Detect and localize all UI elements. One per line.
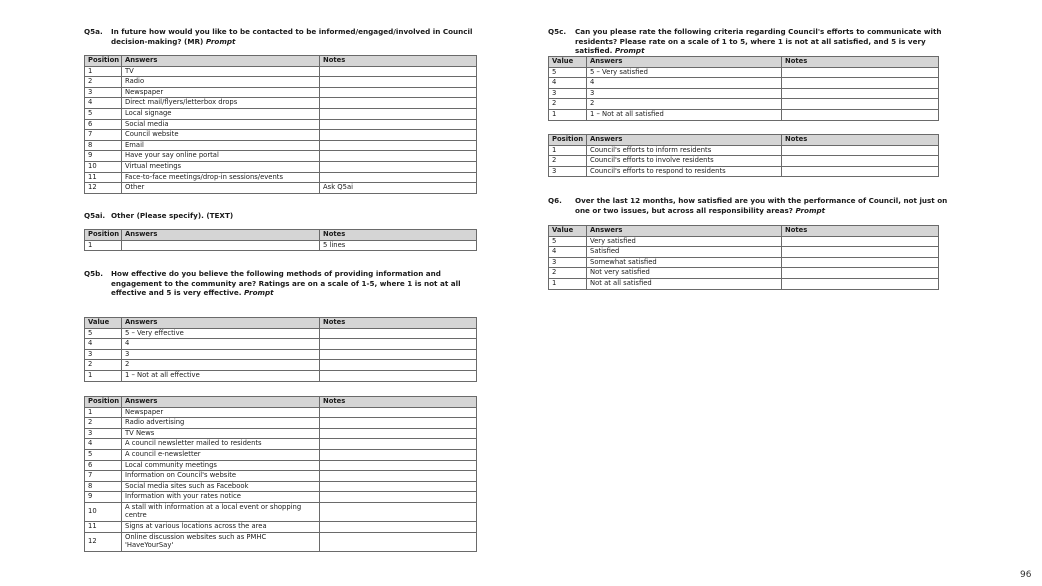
row-notes-cell	[320, 161, 477, 172]
row-answer-cell: 3	[122, 349, 320, 360]
row-notes-cell	[782, 268, 939, 279]
row-position-cell: 12	[85, 532, 122, 551]
row-notes-cell	[782, 156, 939, 167]
column-header: Position	[85, 397, 122, 408]
table-row	[85, 471, 477, 482]
row-notes-cell: 5 lines	[320, 240, 477, 251]
q6-table	[548, 225, 939, 290]
row-answer-cell: Local signage	[122, 108, 320, 119]
row-notes-cell	[320, 532, 477, 551]
row-notes-cell	[320, 460, 477, 471]
row-answer-cell: Council's efforts to respond to residents	[587, 166, 782, 177]
q5b-text: How effective do you believe the following methods of providing information and engagement to the community are? Ratings are on a scale of 1-5, where 1 is not at all effective and 5 is very effective.	[111, 269, 461, 297]
row-notes-cell	[320, 66, 477, 77]
table-row	[85, 130, 477, 141]
row-notes-cell	[320, 370, 477, 381]
q5b-question	[84, 269, 484, 298]
row-answer-cell: Other	[122, 183, 320, 194]
table-row	[85, 370, 477, 381]
row-position-cell: 9	[85, 492, 122, 503]
row-notes-cell	[782, 247, 939, 258]
row-position-cell: 4	[549, 247, 587, 258]
column-header: Position	[549, 135, 587, 146]
column-header: Answers	[587, 57, 782, 68]
row-notes-cell	[320, 428, 477, 439]
row-notes-cell	[320, 108, 477, 119]
row-notes-cell	[320, 449, 477, 460]
row-position-cell: 2	[549, 156, 587, 167]
row-position-cell: 3	[549, 166, 587, 177]
row-notes-cell	[320, 471, 477, 482]
row-position-cell: 2	[85, 360, 122, 371]
table-row	[549, 268, 939, 279]
row-position-cell: 5	[85, 108, 122, 119]
column-header: Position	[85, 230, 122, 241]
table-row	[85, 151, 477, 162]
row-position-cell: 1	[549, 109, 587, 120]
row-answer-cell: TV News	[122, 428, 320, 439]
q5c-prompt: Prompt	[614, 46, 645, 55]
row-position-cell: 5	[85, 449, 122, 460]
table-row	[85, 328, 477, 339]
row-answer-cell: Council website	[122, 130, 320, 141]
column-header: Notes	[782, 226, 939, 237]
row-position-cell: 8	[85, 481, 122, 492]
table-row	[85, 66, 477, 77]
q5ai-text: Other (Please specify). (TEXT)	[111, 211, 234, 220]
table-row	[549, 78, 939, 89]
page-number: 96	[1020, 570, 1032, 580]
column-header: Answers	[122, 397, 320, 408]
table-header-row	[85, 56, 477, 67]
row-position-cell: 1	[85, 407, 122, 418]
table-row	[85, 522, 477, 533]
row-answer-cell: Somewhat satisfied	[587, 257, 782, 268]
column-header: Notes	[320, 397, 477, 408]
row-position-cell: 11	[85, 172, 122, 183]
row-notes-cell	[782, 278, 939, 289]
row-notes-cell	[320, 349, 477, 360]
row-notes-cell	[320, 418, 477, 429]
table-row	[85, 339, 477, 350]
row-answer-cell: Council's efforts to inform residents	[587, 145, 782, 156]
row-notes-cell	[782, 236, 939, 247]
row-notes-cell	[320, 130, 477, 141]
row-answer-cell: Not at all satisfied	[587, 278, 782, 289]
q6-text: Over the last 12 months, how satisfied are you with the performance of Council, not just on one or two issues, but across all responsibility areas?	[575, 196, 948, 215]
table-row	[549, 67, 939, 78]
row-position-cell: 2	[549, 99, 587, 110]
row-notes-cell	[320, 87, 477, 98]
q5b-items-table	[84, 396, 477, 552]
q6-question	[548, 196, 960, 215]
row-answer-cell: 4	[587, 78, 782, 89]
q6-prompt: Prompt	[795, 205, 826, 215]
q5ai-table	[84, 229, 477, 251]
table-row	[549, 278, 939, 289]
row-position-cell: 2	[85, 77, 122, 88]
row-notes-cell	[782, 78, 939, 89]
q5a-text: In future how would you like to be contacted to be informed/engaged/involved in Council decision-making? (MR)	[111, 27, 473, 46]
row-answer-cell: Newspaper	[122, 87, 320, 98]
table-row	[549, 247, 939, 258]
q5ai-question	[84, 211, 494, 221]
row-position-cell: 8	[85, 140, 122, 151]
row-position-cell: 7	[85, 130, 122, 141]
table-row	[85, 407, 477, 418]
row-position-cell: 9	[85, 151, 122, 162]
row-position-cell: 10	[85, 161, 122, 172]
q5c-scale-table	[548, 56, 939, 121]
row-answer-cell: Have your say online portal	[122, 151, 320, 162]
row-notes-cell	[782, 109, 939, 120]
row-answer-cell: 3	[587, 88, 782, 99]
row-position-cell: 7	[85, 471, 122, 482]
row-notes-cell	[320, 492, 477, 503]
row-answer-cell: A council e-newsletter	[122, 449, 320, 460]
column-header: Value	[85, 318, 122, 329]
row-position-cell: 6	[85, 119, 122, 130]
table-row	[549, 166, 939, 177]
row-notes-cell	[320, 407, 477, 418]
q5b-scale-table	[84, 317, 477, 382]
row-notes-cell	[320, 360, 477, 371]
table-header-row	[85, 230, 477, 241]
table-row	[85, 360, 477, 371]
table-row	[85, 460, 477, 471]
row-notes-cell	[320, 481, 477, 492]
row-answer-cell: Virtual meetings	[122, 161, 320, 172]
table-row	[85, 449, 477, 460]
row-answer-cell: Information with your rates notice	[122, 492, 320, 503]
row-position-cell: 1	[85, 66, 122, 77]
column-header: Notes	[320, 230, 477, 241]
row-answer-cell: Signs at various locations across the area	[122, 522, 320, 533]
table-row	[85, 87, 477, 98]
table-row	[85, 108, 477, 119]
column-header: Answers	[122, 56, 320, 67]
row-answer-cell: Radio advertising	[122, 418, 320, 429]
row-notes-cell	[320, 439, 477, 450]
row-position-cell: 12	[85, 183, 122, 194]
table-row	[549, 99, 939, 110]
row-answer-cell: Newspaper	[122, 407, 320, 418]
row-position-cell: 10	[85, 502, 122, 521]
column-header: Notes	[782, 57, 939, 68]
row-notes-cell: Ask Q5ai	[320, 183, 477, 194]
row-position-cell: 2	[549, 268, 587, 279]
row-notes-cell	[320, 502, 477, 521]
table-row	[549, 257, 939, 268]
table-row	[85, 240, 477, 251]
q5b-number: Q5b.	[84, 269, 103, 278]
row-notes-cell	[782, 166, 939, 177]
column-header: Answers	[587, 135, 782, 146]
row-position-cell: 4	[85, 439, 122, 450]
row-position-cell: 5	[85, 328, 122, 339]
column-header: Notes	[320, 318, 477, 329]
table-row	[85, 439, 477, 450]
row-position-cell: 2	[85, 418, 122, 429]
row-position-cell: 1	[85, 370, 122, 381]
row-position-cell: 5	[549, 67, 587, 78]
row-answer-cell: Not very satisfied	[587, 268, 782, 279]
row-position-cell: 3	[85, 349, 122, 360]
row-position-cell: 3	[549, 257, 587, 268]
column-header: Value	[549, 57, 587, 68]
row-position-cell: 5	[549, 236, 587, 247]
row-answer-cell: Direct mail/flyers/letterbox drops	[122, 98, 320, 109]
row-position-cell: 4	[549, 78, 587, 89]
table-row	[549, 145, 939, 156]
table-row	[85, 349, 477, 360]
row-answer-cell: Very satisfied	[587, 236, 782, 247]
row-notes-cell	[320, 339, 477, 350]
row-notes-cell	[782, 99, 939, 110]
row-notes-cell	[320, 522, 477, 533]
column-header: Answers	[122, 230, 320, 241]
row-notes-cell	[320, 328, 477, 339]
row-notes-cell	[782, 88, 939, 99]
row-answer-cell: 1 – Not at all satisfied	[587, 109, 782, 120]
row-position-cell: 4	[85, 98, 122, 109]
table-row	[549, 88, 939, 99]
row-position-cell: 3	[549, 88, 587, 99]
row-answer-cell: 4	[122, 339, 320, 350]
row-answer-cell: Radio	[122, 77, 320, 88]
row-answer-cell: Information on Council's website	[122, 471, 320, 482]
table-row	[549, 156, 939, 167]
row-answer-cell	[122, 240, 320, 251]
row-answer-cell: Face-to-face meetings/drop-in sessions/events	[122, 172, 320, 183]
column-header: Value	[549, 226, 587, 237]
q5a-table	[84, 55, 477, 194]
q5c-question	[548, 27, 960, 56]
q5c-number: Q5c.	[548, 27, 567, 36]
row-answer-cell: Online discussion websites such as PMHC 'HaveYourSay'	[122, 532, 320, 551]
row-position-cell: 1	[549, 278, 587, 289]
row-answer-cell: 2	[587, 99, 782, 110]
column-header: Notes	[320, 56, 477, 67]
row-notes-cell	[782, 67, 939, 78]
table-row	[85, 492, 477, 503]
table-row	[85, 77, 477, 88]
row-answer-cell: Social media	[122, 119, 320, 130]
table-row	[85, 481, 477, 492]
table-row	[85, 140, 477, 151]
row-answer-cell: Email	[122, 140, 320, 151]
row-answer-cell: 5 – Very satisfied	[587, 67, 782, 78]
row-answer-cell: A council newsletter mailed to residents	[122, 439, 320, 450]
column-header: Notes	[782, 135, 939, 146]
column-header: Position	[85, 56, 122, 67]
row-answer-cell: 5 – Very effective	[122, 328, 320, 339]
table-header-row	[549, 57, 939, 68]
table-row	[85, 532, 477, 551]
row-answer-cell: A stall with information at a local event or shopping centre	[122, 502, 320, 521]
row-answer-cell: 2	[122, 360, 320, 371]
table-header-row	[85, 397, 477, 408]
column-header: Answers	[587, 226, 782, 237]
row-notes-cell	[782, 145, 939, 156]
table-header-row	[85, 318, 477, 329]
table-row	[85, 98, 477, 109]
q5a-question	[84, 27, 494, 46]
row-position-cell: 1	[549, 145, 587, 156]
table-row	[85, 183, 477, 194]
row-notes-cell	[320, 172, 477, 183]
row-notes-cell	[320, 77, 477, 88]
row-notes-cell	[782, 257, 939, 268]
q5a-number: Q5a.	[84, 27, 103, 36]
row-position-cell: 4	[85, 339, 122, 350]
table-row	[85, 119, 477, 130]
q6-number: Q6.	[548, 196, 562, 205]
row-position-cell: 3	[85, 87, 122, 98]
row-position-cell: 6	[85, 460, 122, 471]
row-answer-cell: Council's efforts to involve residents	[587, 156, 782, 167]
q5c-items-table	[548, 134, 939, 177]
table-row	[549, 109, 939, 120]
row-position-cell: 11	[85, 522, 122, 533]
q5b-prompt: Prompt	[244, 288, 274, 297]
q5ai-number: Q5ai.	[84, 211, 106, 220]
column-header: Answers	[122, 318, 320, 329]
table-row	[85, 418, 477, 429]
q5c-text: Can you please rate the following criteria regarding Council's efforts to communicate with residents? Please rate on a scale of 1 to 5, where 1 is not at all satisfied, and 5 is very satisfied.	[575, 27, 942, 55]
row-position-cell: 1	[85, 240, 122, 251]
row-notes-cell	[320, 140, 477, 151]
table-row	[85, 502, 477, 521]
row-answer-cell: 1 – Not at all effective	[122, 370, 320, 381]
table-row	[85, 172, 477, 183]
q5a-prompt: Prompt	[205, 36, 236, 46]
table-row	[85, 428, 477, 439]
row-notes-cell	[320, 98, 477, 109]
row-notes-cell	[320, 151, 477, 162]
table-header-row	[549, 135, 939, 146]
table-header-row	[549, 226, 939, 237]
row-position-cell: 3	[85, 428, 122, 439]
row-notes-cell	[320, 119, 477, 130]
row-answer-cell: Local community meetings	[122, 460, 320, 471]
row-answer-cell: Social media sites such as Facebook	[122, 481, 320, 492]
row-answer-cell: TV	[122, 66, 320, 77]
row-answer-cell: Satisfied	[587, 247, 782, 258]
table-row	[85, 161, 477, 172]
table-row	[549, 236, 939, 247]
